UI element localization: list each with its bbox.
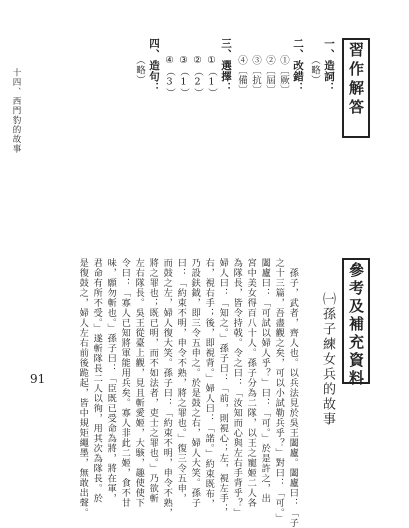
running-header: 十四、西門豹的故事 <box>11 68 21 154</box>
answer-item: ②〔屆〕 <box>264 55 275 95</box>
body-column: 右，視右手；後，即視背。」婦人曰：「諾。」約束既布， <box>203 258 215 509</box>
section-label: 四、造句： <box>148 38 160 93</box>
body-column: 婦人曰：「知之。」孫子曰：「前，則視心；左，視左手； <box>217 258 229 514</box>
answer-item: ②（2） <box>192 55 203 98</box>
body-column: 而鼓之左，婦人復大笑。孫子曰：「約束不明，申令不熟， <box>161 258 173 518</box>
answers-heading: 習作解答 <box>347 42 365 118</box>
page-number: 91 <box>30 372 46 386</box>
body-column: 味，願勿斬也。」孫子曰：「臣既已受命為將，將在軍， <box>105 258 117 504</box>
section-label: 二、改錯： <box>292 38 304 93</box>
answer-item: ③（1） <box>178 55 189 98</box>
body-column: 為隊長，皆令持戟。令之曰：「汝知而心與左右手背乎？」 <box>231 258 243 518</box>
body-column: 將之罪也；既已明，而不如法者，吏士之罪也。」乃欲斬 <box>147 258 159 504</box>
reference-heading: 參考及補充資料 <box>347 262 365 388</box>
body-column: 之十三篇，吾盡觀之矣，可以小試勒兵乎？」對曰：「可。」 <box>273 258 285 524</box>
answer-item: （略） <box>134 55 145 85</box>
body-column: 宮中美女得百八十人。孫子分為二隊，以王之寵姬二人各 <box>245 258 257 508</box>
section-label: 一、造詞： <box>323 38 335 93</box>
body-column: 孫子，武者，齊人也。以兵法見於吳王闔廬。闔廬曰：「子 <box>287 268 299 528</box>
body-column: 令曰：「寡人已知將軍能用兵矣。寡人非此二姬，食不甘 <box>119 258 131 508</box>
answer-item: ④〔備〕 <box>236 55 247 95</box>
body-column: 是復鼓之，婦人左右前後跪起，皆中規矩繩墨，無敢出聲。 <box>77 258 89 518</box>
answer-item: ①〔厥〕 <box>278 55 289 95</box>
body-column: 闔廬曰：「可試以婦人乎？」曰：「可。」於是許之，出 <box>259 258 271 504</box>
body-column: 左右隊長。吳王從臺上觀，見且斬愛姬，大駭，趣使使下 <box>133 258 145 508</box>
answer-item: ④（3） <box>164 55 175 98</box>
answer-item: ①（1） <box>206 55 217 98</box>
body-column: 曰：「約束不明，申令不熟，將之罪也。」復三令五申， <box>175 258 187 504</box>
section-label: 三、選擇： <box>220 38 232 93</box>
reference-subheading: ㈠孫子練女兵的故事 <box>320 292 335 427</box>
body-column: 乃設鈇鉞，即三令五申之。於是鼓之右，婦人大笑。孫子 <box>189 258 201 508</box>
answer-item: （略） <box>309 55 320 85</box>
body-column: 君命有所不受。」遂斬隊長二人以徇，用其次為隊長。於 <box>91 258 103 504</box>
answer-item: ③〔抗〕 <box>250 55 261 95</box>
